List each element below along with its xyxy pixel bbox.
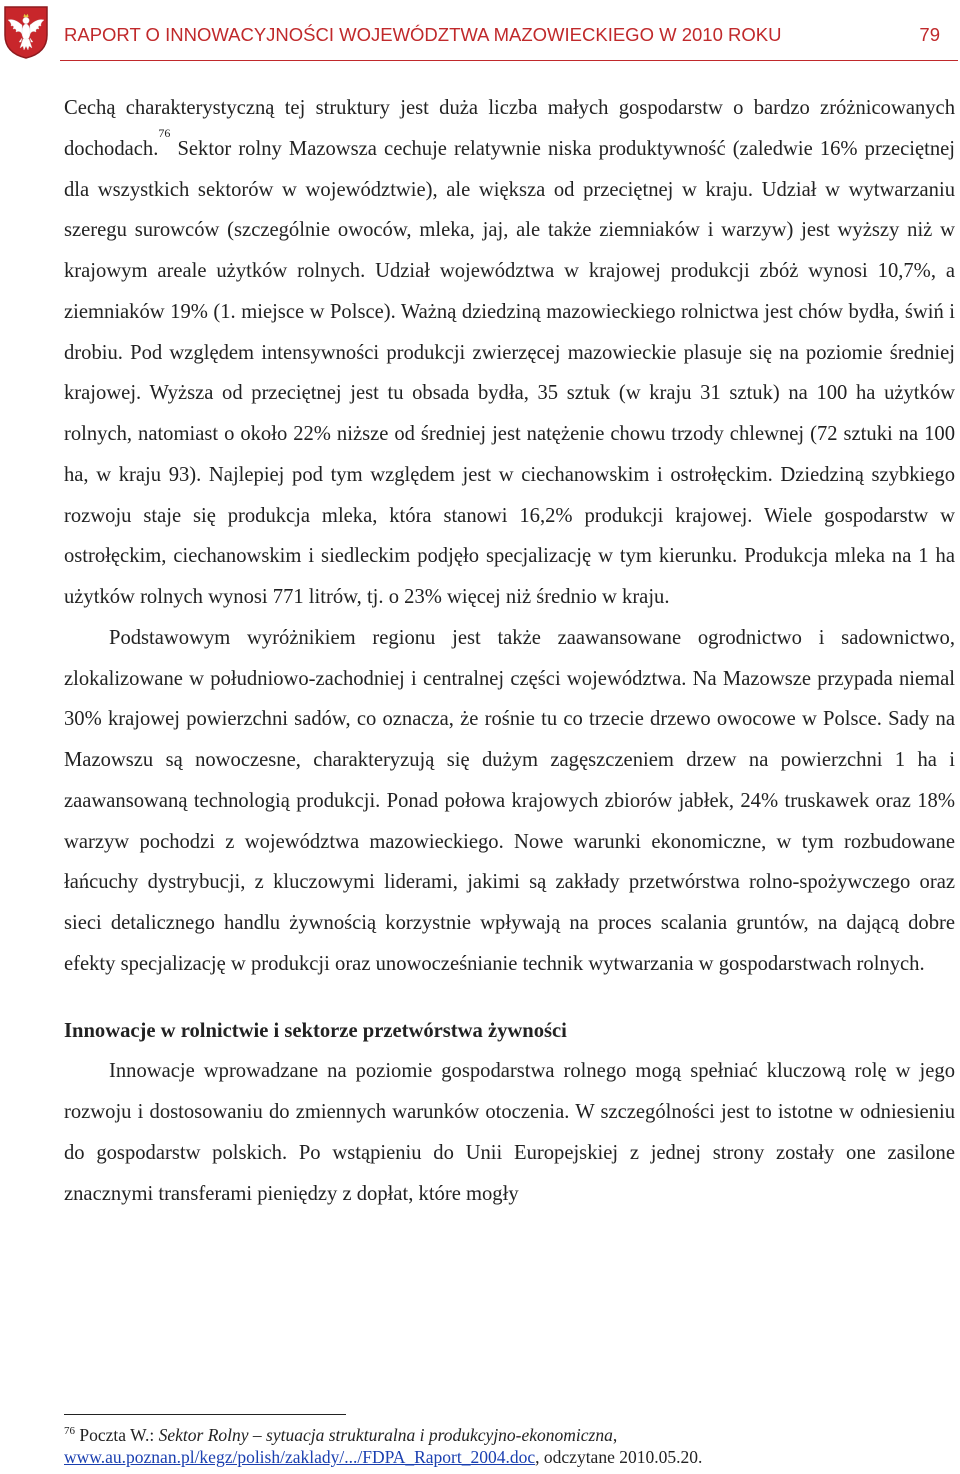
paragraph-1-start: Cechą charakterystyczną tej struktury jest duża liczba małych gospodarstw o bardzo zróżnicowanych dochodach. bbox=[64, 97, 955, 160]
footnote-number: 76 bbox=[64, 1425, 75, 1437]
footnote-divider bbox=[64, 1414, 346, 1415]
footnote-accessed-date: , odczytane 2010.05.20. bbox=[535, 1447, 703, 1467]
footnote-reference[interactable]: 76 bbox=[158, 125, 171, 140]
paragraph-1 bbox=[64, 88, 955, 618]
footnote-comma: , bbox=[612, 1425, 618, 1445]
header-divider bbox=[60, 60, 958, 61]
eagle-emblem-icon bbox=[3, 5, 49, 59]
paragraph-2: Podstawowym wyróżnikiem regionu jest także zaawansowane ogrodnictwo i sadownictwo, zlokalizowane w południowo-zachodniej i centralnej części województwa. Na Mazowsze przypada niemal 30% krajowej powierzchni sadów, co oznacza, że rośnie tu co trzecie drzewo owocowe w Polsce. Sady na Mazowszu są nowoczesne, charakteryzują się dużym zagęszczeniem drzew na powierzchni 1 ha i zaawansowaną technologią produkcji. Ponad połowa krajowych zbiorów jabłek, 24% truskawek oraz 18% warzyw pochodzi z województwa mazowieckiego. Nowe warunki ekonomiczne, w tym rozbudowane łańcuchy dystrybucji, z kluczowymi liderami, jakimi są zakłady przetwórstwa rolno-spożywczego oraz sieci detalicznego handlu żywnością korzystnie wpływają na proces scalania gruntów, na dającą dobre efekty specjalizację w produkcji oraz unowocześnianie technik wytwarzania w gospodarstwach rolnych. bbox=[64, 626, 955, 975]
header-title: RAPORT O INNOWACYJNOŚCI WOJEWÓDZTWA MAZOWIECKIEGO W 2010 ROKU bbox=[64, 24, 782, 45]
section-heading: Innowacje w rolnictwie i sektorze przetwórstwa żywności bbox=[64, 1019, 567, 1042]
footnote-source-title: Sektor Rolny – sytuacja strukturalna i produkcyjno-ekonomiczna bbox=[158, 1425, 613, 1445]
page-number: 79 bbox=[919, 24, 940, 45]
footnote-link[interactable]: www.au.poznan.pl/kegz/polish/zaklady/.../FDPA_Raport_2004.doc bbox=[64, 1447, 536, 1467]
footnote-author: Poczta W.: bbox=[75, 1425, 159, 1445]
footnote bbox=[64, 1424, 955, 1468]
page-header bbox=[0, 0, 960, 70]
paragraph-3: Innowacje wprowadzane na poziomie gospodarstwa rolnego mogą spełniać kluczową rolę w jego rozwoju i dostosowaniu do zmiennych warunków otoczenia. W szczególności jest to istotne w odniesieniu do gospodarstw polskich. Po wstąpieniu do Unii Europejskiej z jednej strony zostały one zasilone znacznymi transferami pieniędzy z dopłat, które mogły bbox=[64, 1060, 955, 1205]
paragraph-1-rest: Sektor rolny Mazowsza cechuje relatywnie niska produktywność (zaledwie 16% przeciętnej dla wszystkich sektorów w województwie), ale większa od przeciętnej w kraju. Udział w wytwarzaniu szeregu surowców (szczególnie owoców, mleka, jaj, ale także ziemniaków i warzyw) jest wyższy niż w krajowym areale użytków rolnych. Udział województwa w krajowej produkcji zbóż wynosi 10,7%, a ziemniaków 19% (1. miejsce w Polsce). Ważną dziedziną mazowieckiego rolnictwa jest chów bydła, świń i drobiu. Pod względem intensywności produkcji zwierzęcej mazowieckie plasuje się na poziomie średniej krajowej. Wyższa od przeciętnej jest tu obsada bydła, 35 sztuk (w kraju 31 sztuk) na 100 ha użytków rolnych, natomiast o około 22% niższe od średniej jest natężenie chowu trzody chlewnej (72 sztuki na 100 ha, w kraju 93). Najlepiej pod tym względem jest w ciechanowskim i ostrołęckim. Dziedziną szybkiego rozwoju staje się produkcja mleka, która stanowi 16,2% produkcji krajowej. Wiele gospodarstw w ostrołęckim, ciechanowskim i siedleckim podjęło specjalizację w tym kierunku. Produkcja mleka na 1 ha użytków rolnych wynosi 771 litrów, tj. o 23% więcej niż średnio w kraju. bbox=[64, 137, 955, 608]
document-body bbox=[64, 88, 955, 1214]
